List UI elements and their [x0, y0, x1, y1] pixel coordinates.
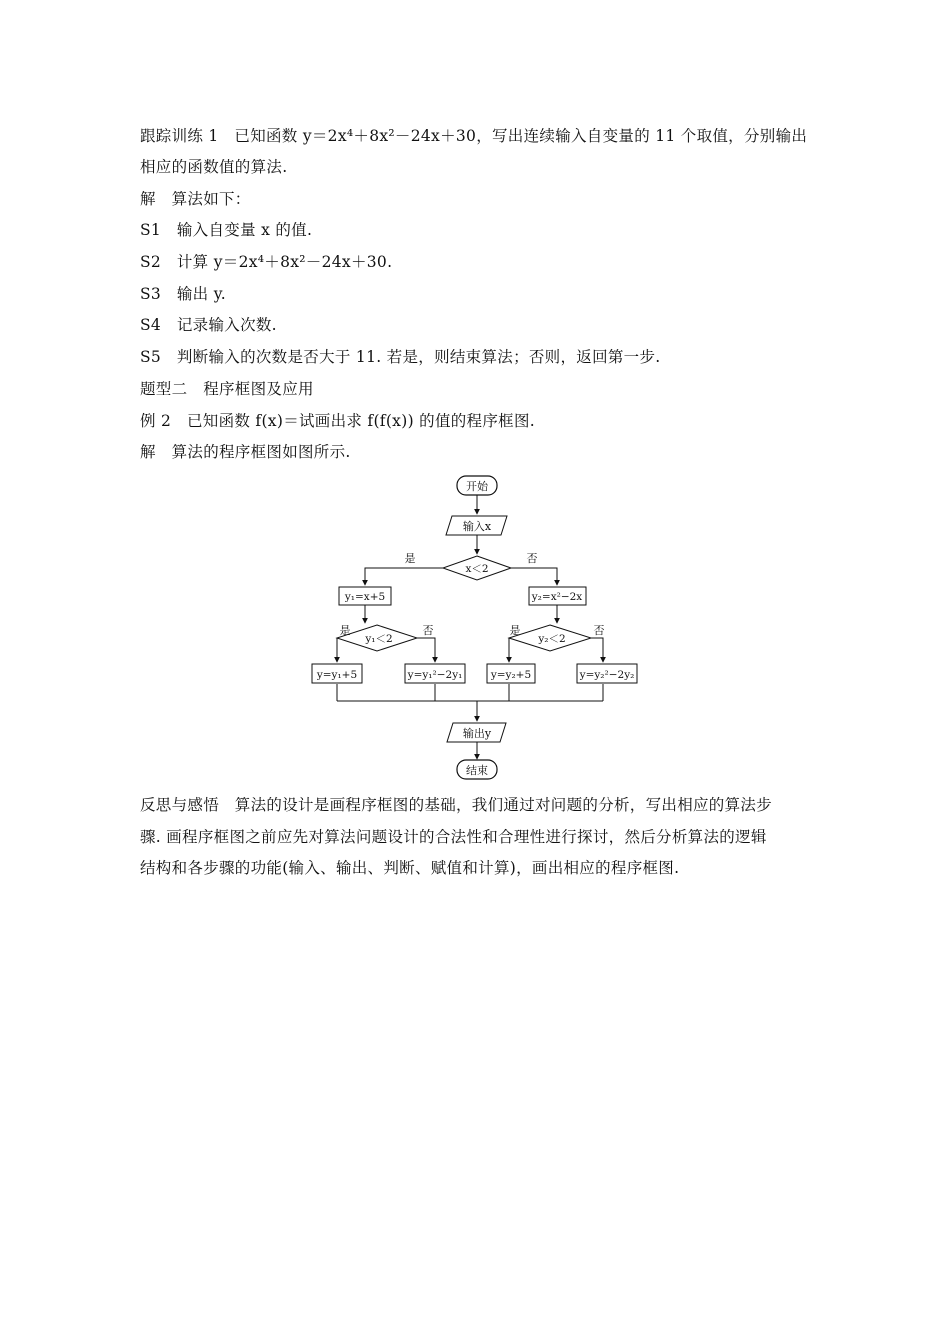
- assign-right-label: y₂=x²−2x: [531, 591, 583, 603]
- decision-left-yes: 是: [339, 624, 351, 637]
- decision-right-yes: 是: [509, 624, 521, 637]
- output-label: 输出y: [462, 727, 492, 740]
- exercise-line-2: 相应的函数值的算法.: [140, 158, 288, 176]
- exercise-line-1: 跟踪训练 1 已知函数 y＝2x⁴＋8x²－24x＋30，写出连续输入自变量的 11 个取值，分别输出: [140, 127, 808, 145]
- decision-right-label: y₂＜2: [538, 633, 566, 645]
- reflection-line-3: 结构和各步骤的功能(输入、输出、判断、赋值和计算)，画出相应的程序框图.: [140, 859, 680, 877]
- decision-left-label: y₁＜2: [365, 633, 393, 645]
- step-s4: S4 记录输入次数.: [140, 316, 277, 334]
- solution1-intro: 解 算法如下：: [140, 190, 251, 208]
- solution2-intro: 解 算法的程序框图如图所示.: [140, 443, 351, 461]
- reflection-line-2: 骤. 画程序框图之前应先对算法问题设计的合法性和合理性进行探讨，然后分析算法的逻辑: [140, 828, 767, 846]
- result-rr-label: y=y₂²−2y₂: [579, 669, 635, 681]
- result-ll-label: y=y₁+5: [316, 669, 358, 681]
- example-2: 例 2 已知函数 f(x)＝试画出求 f(f(x)) 的值的程序框图.: [140, 412, 535, 430]
- result-lr-label: y=y₁²−2y₁: [407, 669, 463, 681]
- decision1-yes: 是: [404, 552, 416, 565]
- decision-left-no: 否: [422, 624, 434, 637]
- reflection-line-1: 反思与感悟 算法的设计是画程序框图的基础，我们通过对问题的分析，写出相应的算法步: [140, 796, 773, 814]
- input-label: 输入x: [462, 520, 492, 533]
- program-flowchart: [300, 472, 650, 782]
- decision1-no: 否: [526, 552, 538, 565]
- decision1-label: x＜2: [465, 563, 489, 575]
- end-label: 结束: [466, 764, 488, 777]
- start-label: 开始: [466, 480, 488, 493]
- assign-left-label: y₁=x+5: [344, 591, 386, 603]
- decision-right-no: 否: [593, 624, 605, 637]
- step-s2: S2 计算 y＝2x⁴＋8x²－24x＋30.: [140, 253, 393, 271]
- section-title: 题型二 程序框图及应用: [140, 380, 314, 398]
- result-rl-label: y=y₂+5: [490, 669, 532, 681]
- step-s1: S1 输入自变量 x 的值.: [140, 221, 313, 239]
- step-s3: S3 输出 y.: [140, 285, 226, 303]
- step-s5: S5 判断输入的次数是否大于 11. 若是，则结束算法；否则，返回第一步.: [140, 348, 661, 366]
